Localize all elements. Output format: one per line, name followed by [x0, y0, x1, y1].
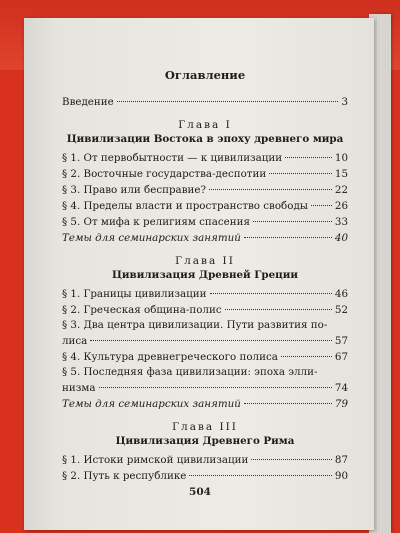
dot-leader [253, 221, 332, 222]
entry-label: § 2. Путь к республике [62, 470, 187, 482]
entry-label: § 4. Культура древнегреческого полиса [62, 351, 278, 363]
table-of-contents [62, 68, 348, 484]
toc-entry[interactable] [62, 166, 348, 182]
toc-entry[interactable] [62, 286, 348, 302]
toc-entry-seminar[interactable] [62, 230, 348, 246]
entry-label: Темы для семинарских занятий [62, 232, 241, 244]
entry-page: 33 [334, 216, 348, 228]
entry-label: Введение [62, 96, 114, 108]
entry-page: 57 [334, 335, 348, 347]
dot-leader [269, 173, 332, 174]
toc-entry[interactable] [62, 302, 348, 318]
entry-label: § 1. Истоки римской цивилизации [62, 454, 249, 466]
dot-leader [210, 293, 332, 294]
entry-page: 46 [334, 288, 348, 300]
dot-leader [285, 157, 332, 158]
entry-page: 22 [334, 184, 348, 196]
entry-label-continuation: лиса [62, 335, 88, 347]
dot-leader [117, 101, 339, 102]
dot-leader [244, 403, 332, 404]
entry-page: 74 [334, 382, 348, 394]
toc-entry[interactable] [62, 452, 348, 468]
toc-entry-intro[interactable] [62, 94, 348, 110]
entry-label: § 3. Право или бесправие? [62, 184, 206, 196]
dot-leader [209, 189, 332, 190]
toc-entry[interactable] [62, 150, 348, 166]
entry-page: 52 [334, 304, 348, 316]
entry-label: Темы для семинарских занятий [62, 398, 241, 410]
chapter-heading: Глава I [178, 119, 232, 131]
toc-entry[interactable] [62, 468, 348, 484]
dot-leader [251, 459, 332, 460]
entry-page: 90 [334, 470, 348, 482]
toc-entry[interactable] [62, 349, 348, 365]
entry-label: § 1. От первобытности — к цивилизации [62, 152, 283, 164]
chapter-title: Цивилизация Древнего Рима [115, 435, 295, 447]
entry-page: 87 [334, 454, 348, 466]
dot-leader [281, 356, 332, 357]
chapter-heading: Глава III [172, 421, 238, 433]
entry-label-first-line: § 5. Последняя фаза цивилизации: эпоха элли- [62, 366, 318, 378]
entry-page: 10 [334, 152, 348, 164]
chapter-heading: Глава II [175, 255, 235, 267]
page-number: 504 [189, 486, 211, 498]
chapter-title: Цивилизация Древней Греции [111, 269, 299, 281]
entry-label-first-line: § 3. Два центра цивилизации. Пути развития по- [62, 319, 328, 331]
entry-label: § 2. Греческая община-полис [62, 304, 222, 316]
toc-entry[interactable] [62, 214, 348, 230]
entry-page: 67 [334, 351, 348, 363]
dot-leader [244, 237, 332, 238]
dot-leader [311, 205, 332, 206]
dot-leader [99, 387, 332, 388]
entry-page: 26 [334, 200, 348, 212]
toc-entry-wrapped[interactable] [62, 318, 348, 349]
entry-page: 40 [334, 232, 348, 244]
entry-label: § 1. Границы цивилизации [62, 288, 207, 300]
toc-title: Оглавление [164, 68, 246, 82]
toc-entry[interactable] [62, 198, 348, 214]
entry-page: 15 [334, 168, 348, 180]
chapter-title: Цивилизации Востока в эпоху древнего мира [66, 133, 344, 145]
entry-label: § 4. Пределы власти и пространство свободы [62, 200, 308, 212]
toc-entry[interactable] [62, 182, 348, 198]
entry-label-continuation: низма [62, 382, 96, 394]
entry-page: 3 [341, 96, 348, 108]
entry-page: 79 [334, 398, 348, 410]
dot-leader [189, 475, 332, 476]
entry-label: § 5. От мифа к религиям спасения [62, 216, 250, 228]
toc-entry-wrapped[interactable] [62, 365, 348, 396]
dot-leader [225, 309, 332, 310]
dot-leader [90, 340, 332, 341]
toc-entry-seminar[interactable] [62, 396, 348, 412]
entry-label: § 2. Восточные государства-деспотии [62, 168, 267, 180]
